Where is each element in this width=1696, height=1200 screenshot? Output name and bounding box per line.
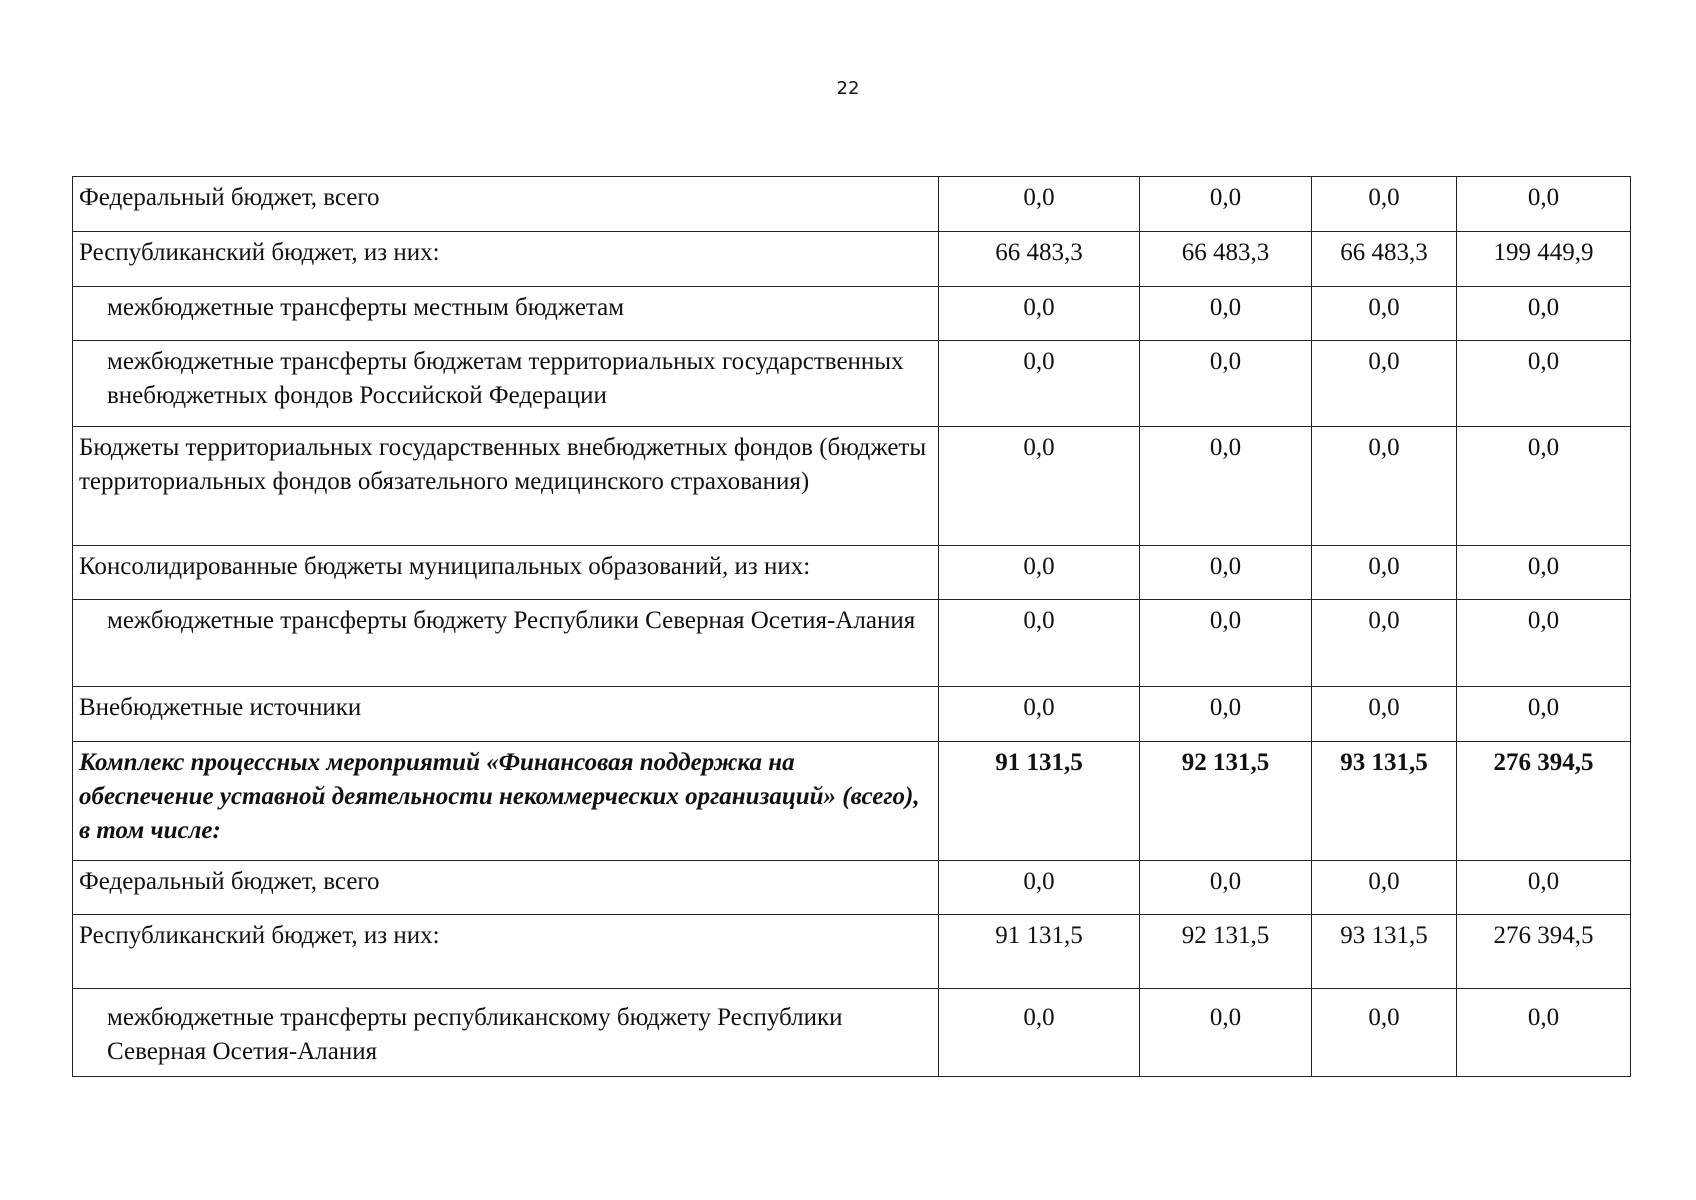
row-value: 0,0	[1312, 341, 1457, 427]
row-value: 91 131,5	[939, 915, 1140, 989]
row-value: 0,0	[1312, 427, 1457, 546]
row-value: 0,0	[939, 427, 1140, 546]
table-row	[73, 287, 1631, 341]
row-label: Федеральный бюджет, всего	[73, 861, 939, 915]
row-label: Республиканский бюджет, из них:	[73, 915, 939, 989]
row-value: 0,0	[1140, 427, 1312, 546]
row-value: 0,0	[1312, 287, 1457, 341]
row-value: 0,0	[1140, 989, 1312, 1077]
row-value: 0,0	[1457, 341, 1631, 427]
row-value: 0,0	[1312, 687, 1457, 742]
row-value: 0,0	[939, 600, 1140, 687]
table-row	[73, 427, 1631, 546]
row-value: 0,0	[1140, 861, 1312, 915]
row-value: 91 131,5	[939, 742, 1140, 861]
row-value: 0,0	[1457, 546, 1631, 600]
table-row	[73, 687, 1631, 742]
row-value: 0,0	[1140, 177, 1312, 232]
table-row	[73, 177, 1631, 232]
page-number: 22	[836, 78, 860, 99]
row-value: 276 394,5	[1457, 915, 1631, 989]
row-value: 0,0	[1140, 287, 1312, 341]
row-value: 0,0	[1457, 687, 1631, 742]
row-value: 0,0	[939, 687, 1140, 742]
row-value: 0,0	[1457, 177, 1631, 232]
table-row	[73, 341, 1631, 427]
row-value: 93 131,5	[1312, 742, 1457, 861]
row-value: 0,0	[939, 989, 1140, 1077]
table-row	[73, 600, 1631, 687]
row-value: 0,0	[939, 341, 1140, 427]
row-value: 0,0	[1457, 989, 1631, 1077]
table-row	[73, 546, 1631, 600]
row-label: Бюджеты территориальных государственных внебюджетных фондов (бюджеты территориальных фондов обязательного медицинского страхования)	[73, 427, 939, 546]
row-value: 0,0	[939, 861, 1140, 915]
row-value: 0,0	[939, 177, 1140, 232]
row-value: 276 394,5	[1457, 742, 1631, 861]
row-label: межбюджетные трансферты республиканскому бюджету Республики Северная Осетия-Алания	[73, 989, 939, 1077]
row-value: 0,0	[1140, 341, 1312, 427]
budget-table	[72, 176, 1631, 1077]
table-row	[73, 232, 1631, 287]
table-row	[73, 989, 1631, 1077]
row-value: 66 483,3	[1312, 232, 1457, 287]
row-value: 199 449,9	[1457, 232, 1631, 287]
row-value: 92 131,5	[1140, 915, 1312, 989]
row-label: Внебюджетные источники	[73, 687, 939, 742]
row-value: 0,0	[1457, 600, 1631, 687]
row-label: межбюджетные трансферты бюджету Республики Северная Осетия-Алания	[73, 600, 939, 687]
row-value: 0,0	[939, 546, 1140, 600]
row-label: Комплекс процессных мероприятий «Финансовая поддержка на обеспечение уставной деятельности некоммерческих организаций» (всего), в том числе:	[73, 742, 939, 861]
row-value: 66 483,3	[1140, 232, 1312, 287]
row-value: 0,0	[1457, 287, 1631, 341]
row-value: 0,0	[1140, 687, 1312, 742]
row-label: межбюджетные трансферты бюджетам территориальных государственных внебюджетных фондов Российской Федерации	[73, 341, 939, 427]
row-value: 0,0	[1457, 427, 1631, 546]
row-value: 0,0	[1312, 546, 1457, 600]
row-label: Консолидированные бюджеты муниципальных образований, из них:	[73, 546, 939, 600]
row-value: 0,0	[1312, 600, 1457, 687]
row-value: 0,0	[1457, 861, 1631, 915]
row-label: межбюджетные трансферты местным бюджетам	[73, 287, 939, 341]
row-value: 93 131,5	[1312, 915, 1457, 989]
row-value: 0,0	[1312, 177, 1457, 232]
row-label: Федеральный бюджет, всего	[73, 177, 939, 232]
table-row	[73, 861, 1631, 915]
row-label: Республиканский бюджет, из них:	[73, 232, 939, 287]
table-row	[73, 915, 1631, 989]
table-row	[73, 742, 1631, 861]
row-value: 0,0	[1140, 546, 1312, 600]
row-value: 0,0	[1312, 861, 1457, 915]
row-value: 0,0	[1312, 989, 1457, 1077]
row-value: 0,0	[939, 287, 1140, 341]
row-value: 66 483,3	[939, 232, 1140, 287]
row-value: 0,0	[1140, 600, 1312, 687]
row-value: 92 131,5	[1140, 742, 1312, 861]
